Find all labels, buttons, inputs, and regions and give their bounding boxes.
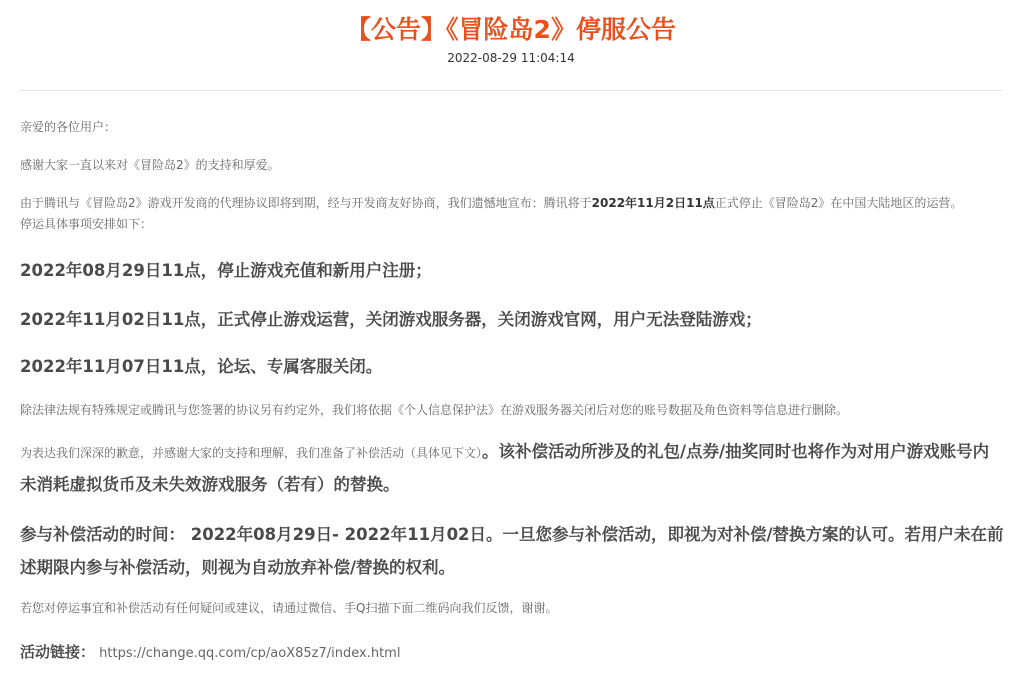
intro-schedule-lead: 停运具体事项安排如下： [20,217,153,231]
greeting: 亲爱的各位用户： [20,120,117,134]
page-title: 【公告】《冒险岛2》停服公告 [346,15,676,44]
activity-link-line [20,640,400,666]
compensation-bold-text: 。该补偿活动所涉及的礼包/点券/抽奖同时也将作为对用户游戏账号内未消耗虚拟货币及未失效游戏服务（若有）的替换。 [20,442,990,494]
publish-date: 2022-08-29 11:04:14 [447,51,575,65]
intro-bold-date: 2022年11月2日11点 [591,196,715,210]
header-divider [20,90,1003,91]
schedule-item-2: 2022年11月02日11点，正式停止游戏运营，关闭游戏服务器，关闭游戏官网，用户无法登陆游戏； [20,310,762,329]
intro-paragraph [20,193,1010,213]
schedule-item-1: 2022年08月29日11点，停止游戏充值和新用户注册； [20,261,432,280]
thanks-paragraph: 感谢大家一直以来对《冒险岛2》的支持和厚爱。 [20,158,280,172]
privacy-paragraph: 除法律法规有特殊规定或腾讯与您签署的协议另有约定外，我们将依据《个人信息保护法》在游戏服务器关闭后对您的账号数据及角色资料等信息进行删除。 [20,403,849,417]
compensation-text: 为表达我们深深的歉意，并感谢大家的支持和理解，我们准备了补偿活动（具体见下文） [20,446,483,460]
feedback-paragraph: 若您对停运事宜和补偿活动有任何疑问或建议，请通过微信、手Q扫描下面二维码向我们反馈，谢谢。 [20,601,558,615]
activity-link-label: 活动链接： [20,643,96,661]
compensation-paragraph [20,436,1005,502]
intro-text-2: 正式停止《冒险岛2》在中国大陆地区的运营。 [714,196,963,210]
schedule-item-3: 2022年11月07日11点，论坛、专属客服关闭。 [20,357,383,376]
compensation-period: 参与补偿活动的时间： 2022年08月29日- 2022年11月02日。一旦您参与补偿活动，即视为对补偿/替换方案的认可。若用户未在前述期限内参与补偿活动，则视为自动放弃补偿/替换的权利。 [20,525,1004,577]
activity-link[interactable]: https://change.qq.com/cp/aoX85z7/index.html [99,646,401,661]
intro-text-1: 由于腾讯与《冒险岛2》游戏开发商的代理协议即将到期，经与开发商友好协商，我们遗憾地宣布：腾讯将于 [20,196,592,210]
